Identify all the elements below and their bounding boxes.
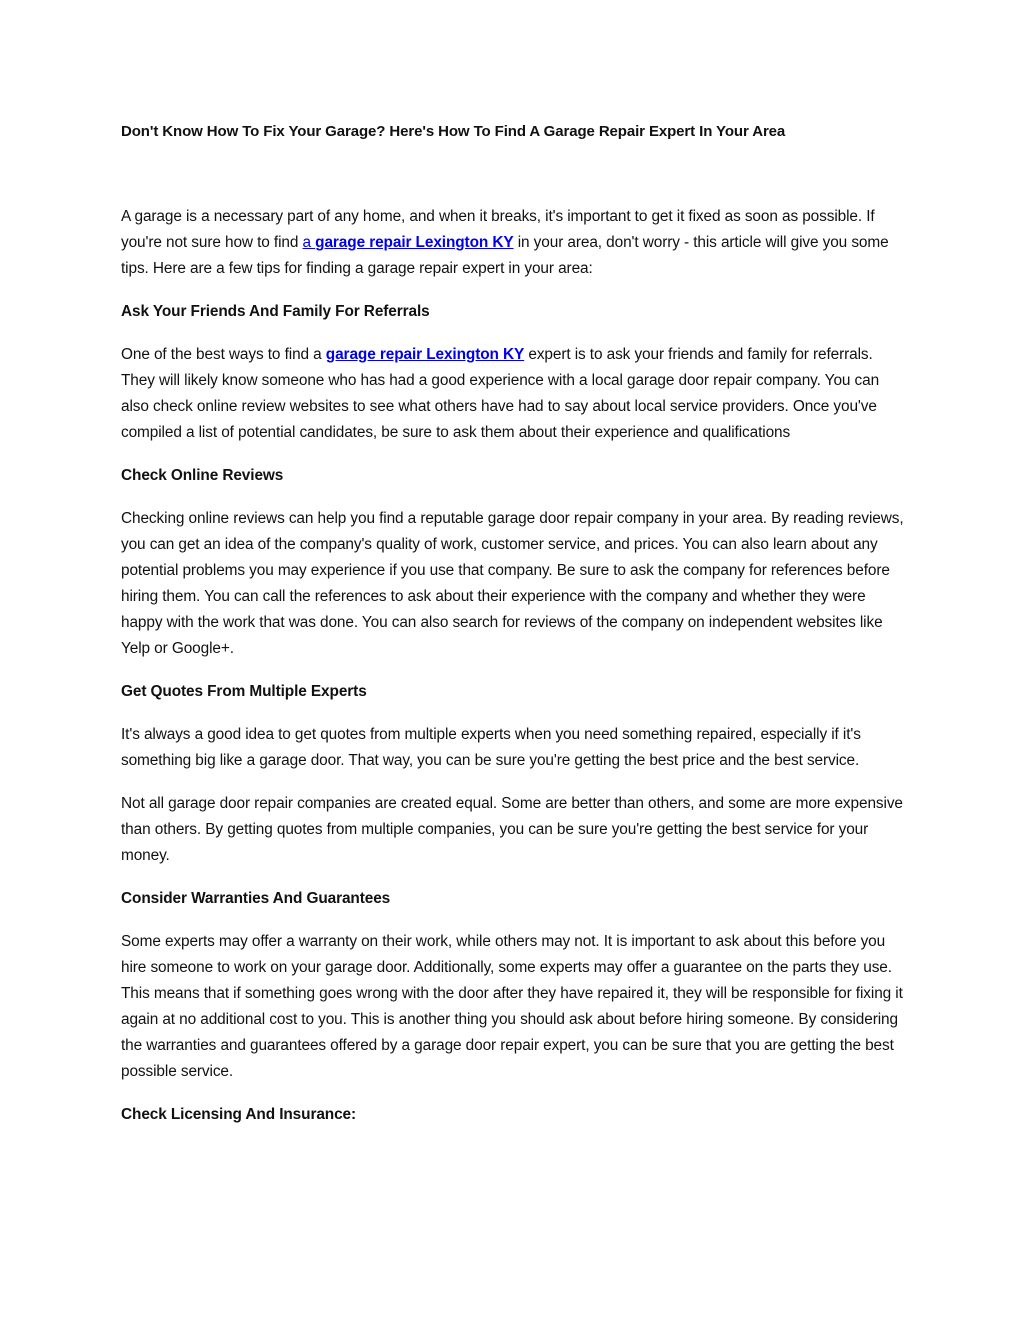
- section-paragraph-warranties: Some experts may offer a warranty on their work, while others may not. It is important to ask about this before you hire someone to work on your garage door. Additionally, some experts may offer a guarantee on the parts they use. This means that if something goes wrong with the door after they have repaired it, they will be responsible for fixing it again at no additional cost to you. This is another thing you should ask about before hiring someone. By considering the warranties and guarantees offered by a garage door repair expert, you can be sure that you are getting the best possible service.: [121, 933, 903, 1080]
- intro-paragraph: [121, 204, 906, 282]
- referrals-text-after: expert is to ask your friends and family for referrals. They will likely know someone who has had a good experience with a local garage door repair company. You can also check online review websites to see what others have had to say about local service providers. Once you've compiled a list of potential candidates, be sure to ask them about their experience and qualifications: [121, 346, 880, 441]
- document-title: Don't Know How To Fix Your Garage? Here's How To Find A Garage Repair Expert In Your Area: [121, 123, 786, 140]
- garage-repair-link-referrals[interactable]: [326, 346, 524, 363]
- section-heading-quotes: Get Quotes From Multiple Experts: [121, 683, 367, 700]
- section-heading-reviews: Check Online Reviews: [121, 467, 284, 484]
- section-paragraph-quotes: It's always a good idea to get quotes from multiple experts when you need something repaired, especially if it's something big like a garage door. That way, you can be sure you're getting the best price and the best service.: [121, 726, 861, 769]
- garage-repair-link-intro[interactable]: [303, 234, 514, 251]
- link-text: garage repair Lexington KY: [315, 234, 514, 251]
- intro-text-before: A garage is a necessary part of any home, and when it breaks, it's important to get it fixed as soon as possible. If you're not sure how to find: [121, 208, 875, 251]
- intro-text-after: in your area, don't worry - this article will give you some tips. Here are a few tips for finding a garage repair expert in your area:: [121, 234, 889, 277]
- section-heading-licensing: Check Licensing And Insurance:: [121, 1106, 357, 1123]
- section-heading-warranties: Consider Warranties And Guarantees: [121, 890, 391, 907]
- referrals-text-before: One of the best ways to find a: [121, 346, 326, 363]
- document-body: [121, 204, 906, 1145]
- link-text: garage repair Lexington KY: [325, 346, 525, 363]
- section-heading-referrals: Ask Your Friends And Family For Referrals: [121, 303, 430, 320]
- section-paragraph-referrals: [121, 342, 906, 446]
- link-prefix: a: [302, 234, 316, 251]
- section-paragraph-quotes-2: Not all garage door repair companies are created equal. Some are better than others, and some are more expensive than others. By getting quotes from multiple companies, you can be sure you're getting the best service for your money.: [121, 795, 903, 864]
- section-paragraph-reviews: Checking online reviews can help you find a reputable garage door repair company in your area. By reading reviews, you can get an idea of the company's quality of work, customer service, and prices. You can also learn about any potential problems you may experience if you use that company. Be sure to ask the company for references before hiring them. You can call the references to ask about their experience with the company and whether they were happy with the work that was done. You can also search for reviews of the company on independent websites like Yelp or Google+.: [121, 510, 904, 657]
